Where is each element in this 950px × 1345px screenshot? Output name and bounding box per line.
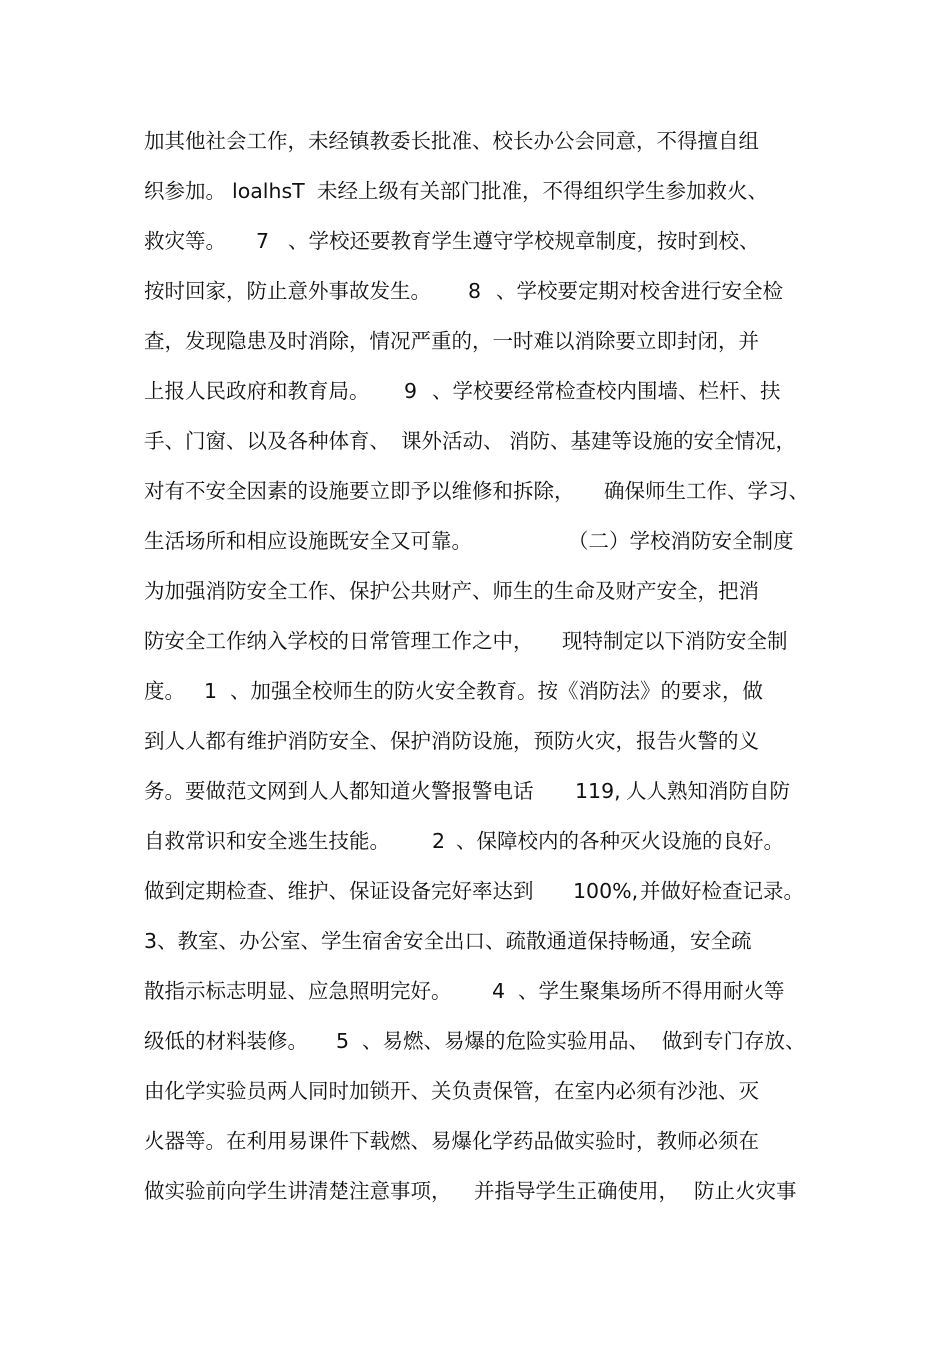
text-segment: 课外活动、: [401, 429, 504, 453]
text-segment: 3、教室、办公室、学生宿舍安全出口、疏散通道保持畅通，安全疏: [144, 929, 752, 953]
text-line: [0, 824, 950, 858]
text-segment: 做实验前向学生讲清楚注意事项，: [144, 1179, 452, 1203]
text-segment: 7: [256, 229, 270, 253]
text-segment: 2: [432, 829, 446, 853]
text-line: [0, 624, 950, 658]
text-segment: 人人熟知消防自防: [626, 779, 790, 803]
text-segment: 织参加。: [144, 179, 226, 203]
text-line: [0, 1074, 950, 1108]
text-segment: 5: [336, 1029, 350, 1053]
text-line: [0, 174, 950, 208]
text-line: [0, 524, 950, 558]
text-segment: 消防、基建等设施的安全情况，: [509, 429, 796, 453]
text-segment: 、学校还要教育学生遵守学校规章制度，按时到校、: [288, 229, 760, 253]
text-segment: 级低的材料装修。: [144, 1029, 308, 1053]
text-line: [0, 1024, 950, 1058]
text-line: [0, 374, 950, 408]
text-segment: 自救常识和安全逃生技能。: [144, 829, 390, 853]
text-line: [0, 324, 950, 358]
text-segment: 到人人都有维护消防安全、保护消防设施，预防火灾，报告火警的义: [144, 729, 759, 753]
text-segment: 救灾等。: [144, 229, 226, 253]
text-segment: 对有不安全因素的设施要立即予以维修和拆除，: [144, 479, 575, 503]
text-segment: 为加强消防安全工作、保护公共财产、师生的生命及财产安全，把消: [144, 579, 759, 603]
text-line: [0, 1174, 950, 1208]
text-segment: 防安全工作纳入学校的日常管理工作之中，: [144, 629, 534, 653]
text-line: [0, 474, 950, 508]
text-segment: 散指示标志明显、应急照明完好。: [144, 979, 452, 1003]
text-segment: 、易燃、易爆的危险实验用品、: [362, 1029, 649, 1053]
text-segment: 做到定期检查、维护、保证设备完好率达到: [144, 879, 534, 903]
text-segment: 并指导学生正确使用，: [474, 1179, 679, 1203]
text-segment: 度。: [144, 679, 185, 703]
text-line: [0, 974, 950, 1008]
text-segment: 做到专门存放、: [662, 1029, 806, 1053]
text-line: [0, 274, 950, 308]
text-segment: 、加强全校师生的防火安全教育。按《消防法》的要求，做: [230, 679, 763, 703]
text-line: [0, 124, 950, 158]
text-segment: 防止火灾事: [694, 1179, 797, 1203]
text-segment: 119,: [575, 779, 621, 803]
text-segment: 1: [204, 679, 218, 703]
text-segment: 由化学实验员两人同时加锁开、关负责保管，在室内必须有沙池、灭: [144, 1079, 759, 1103]
text-segment: 、学生聚集场所不得用耐火等: [518, 979, 785, 1003]
text-line: [0, 574, 950, 608]
text-line: [0, 424, 950, 458]
text-segment: 查，发现隐患及时消除，情况严重的，一时难以消除要立即封闭，并: [144, 329, 759, 353]
text-segment: （二）学校消防安全制度: [568, 529, 794, 553]
text-segment: 9: [404, 379, 418, 403]
text-segment: 手、门窗、以及各种体育、: [144, 429, 390, 453]
text-segment: 现特制定以下消防安全制: [562, 629, 788, 653]
text-line: [0, 674, 950, 708]
text-segment: 生活场所和相应设施既安全又可靠。: [144, 529, 472, 553]
text-segment: 未经上级有关部门批准，不得组织学生参加救火、: [317, 179, 768, 203]
text-line: [0, 774, 950, 808]
text-segment: 加其他社会工作，未经镇教委长批准、校长办公会同意，不得擅自组: [144, 129, 759, 153]
text-line: [0, 924, 950, 958]
text-segment: 确保师生工作、学习、: [604, 479, 809, 503]
text-segment: 、学校要经常检查校内围墙、栏杆、扶: [432, 379, 781, 403]
text-segment: 并做好检查记录。: [640, 879, 804, 903]
text-segment: 按时回家，防止意外事故发生。: [144, 279, 431, 303]
text-segment: 4: [492, 979, 506, 1003]
text-segment: 火器等。在利用易课件下载燃、易爆化学药品做实验时，教师必须在: [144, 1129, 759, 1153]
text-segment: 8: [468, 279, 482, 303]
text-segment: 、学校要定期对校舍进行安全检: [496, 279, 783, 303]
text-line: [0, 224, 950, 258]
text-segment: 上报人民政府和教育局。: [144, 379, 370, 403]
text-line: [0, 874, 950, 908]
text-segment: 、保障校内的各种灭火设施的良好。: [456, 829, 784, 853]
text-segment: 务。要做范文网到人人都知道火警报警电话: [144, 779, 534, 803]
text-segment: 100%,: [573, 879, 639, 903]
text-line: [0, 1124, 950, 1158]
text-segment: loalhsT: [232, 179, 305, 203]
text-line: [0, 724, 950, 758]
